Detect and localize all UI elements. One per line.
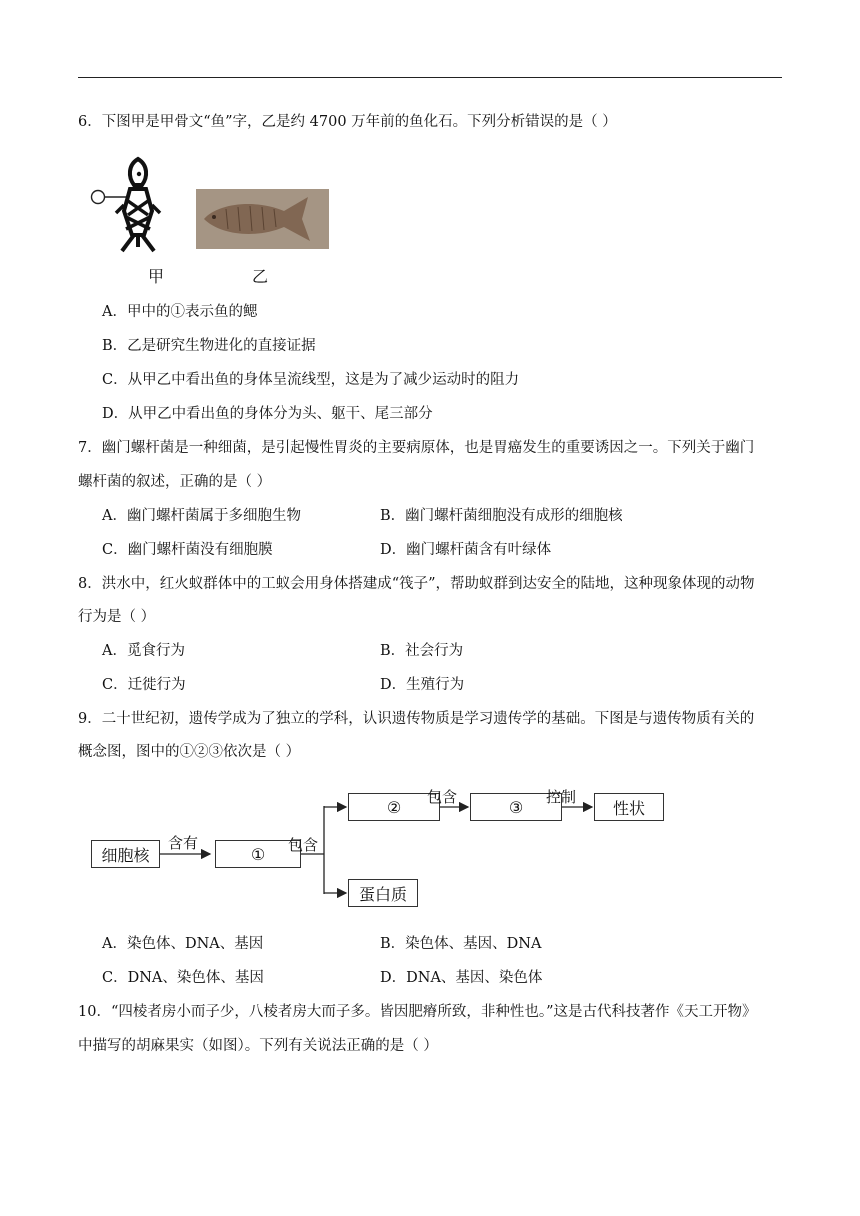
- q6-option-c: C．从甲乙中看出鱼的身体呈流线型，这是为了减少运动时的阻力: [102, 372, 520, 388]
- q7-option-a: A．幽门螺杆菌属于多细胞生物: [102, 508, 301, 524]
- oracle-fish-figure: [88, 155, 188, 255]
- q6-stem: 6．下图甲是甲骨文“鱼”字，乙是约 4700 万年前的鱼化石。下列分析错误的是（ ）: [78, 114, 617, 130]
- q8-option-d: D．生殖行为: [380, 677, 465, 693]
- edge-label-controls: 控制: [546, 788, 577, 806]
- q6-label-jia: 甲: [148, 267, 165, 286]
- q7-option-c: C．幽门螺杆菌没有细胞膜: [102, 542, 273, 558]
- concept-diagram: [80, 780, 700, 920]
- oracle-fish-icon: [88, 155, 188, 255]
- q9-option-d: D．DNA、基因、染色体: [380, 970, 543, 986]
- edge-label-has: 含有: [168, 834, 199, 852]
- q8-stem-line1: 8．洪水中，红火蚁群体中的工蚁会用身体搭建成“筏子”，帮助蚁群到达安全的陆地，这种现象体现的动物: [78, 576, 755, 592]
- node-nucleus: 细胞核: [91, 840, 160, 868]
- q7-stem-line2: 螺杆菌的叙述，正确的是（ ）: [78, 474, 272, 490]
- q6-option-a: A．甲中的①表示鱼的鳃: [102, 304, 258, 320]
- edge-label-contains-1: 包含: [288, 836, 319, 854]
- q6-option-d: D．从甲乙中看出鱼的身体分为头、躯干、尾三部分: [102, 406, 433, 422]
- fossil-fish-icon: [196, 189, 329, 249]
- node-1: ①: [215, 840, 301, 868]
- node-trait: 性状: [594, 793, 664, 821]
- q9-stem-line2: 概念图，图中的①②③依次是（ ）: [78, 744, 301, 760]
- header-rule: [78, 77, 782, 78]
- q7-option-b: B．幽门螺杆菌细胞没有成形的细胞核: [380, 508, 623, 524]
- q10-stem-line1: 10．“四棱者房小而子少，八棱者房大而子多。皆因肥瘠所致，非种性也。”这是古代科技著作《天工开物》: [78, 1004, 757, 1020]
- node-protein: 蛋白质: [348, 879, 418, 907]
- q9-option-b: B．染色体、基因、DNA: [380, 936, 542, 952]
- q9-option-c: C．DNA、染色体、基因: [102, 970, 264, 986]
- q9-stem-line1: 9．二十世纪初，遗传学成为了独立的学科，认识遗传物质是学习遗传学的基础。下图是与遗传物质有关的: [78, 711, 755, 727]
- q6-label-yi: 乙: [252, 267, 269, 286]
- q6-option-b: B．乙是研究生物进化的直接证据: [102, 338, 316, 354]
- q10-stem-line2: 中描写的胡麻果实（如图）。下列有关说法正确的是（ ）: [78, 1038, 438, 1054]
- node-2: ②: [348, 793, 440, 821]
- q9-option-a: A．染色体、DNA、基因: [102, 936, 264, 952]
- q7-option-d: D．幽门螺杆菌含有叶绿体: [380, 542, 552, 558]
- fish-fossil-image: [196, 189, 329, 249]
- q8-stem-line2: 行为是（ ）: [78, 609, 156, 625]
- edge-label-contains-2: 包含: [427, 788, 458, 806]
- node-3: ③: [470, 793, 562, 821]
- q8-option-a: A．觅食行为: [102, 643, 185, 659]
- q7-stem-line1: 7．幽门螺杆菌是一种细菌，是引起慢性胃炎的主要病原体，也是胃癌发生的重要诱因之一。下列关于幽门: [78, 440, 755, 456]
- q8-option-c: C．迁徙行为: [102, 677, 186, 693]
- q8-option-b: B．社会行为: [380, 643, 464, 659]
